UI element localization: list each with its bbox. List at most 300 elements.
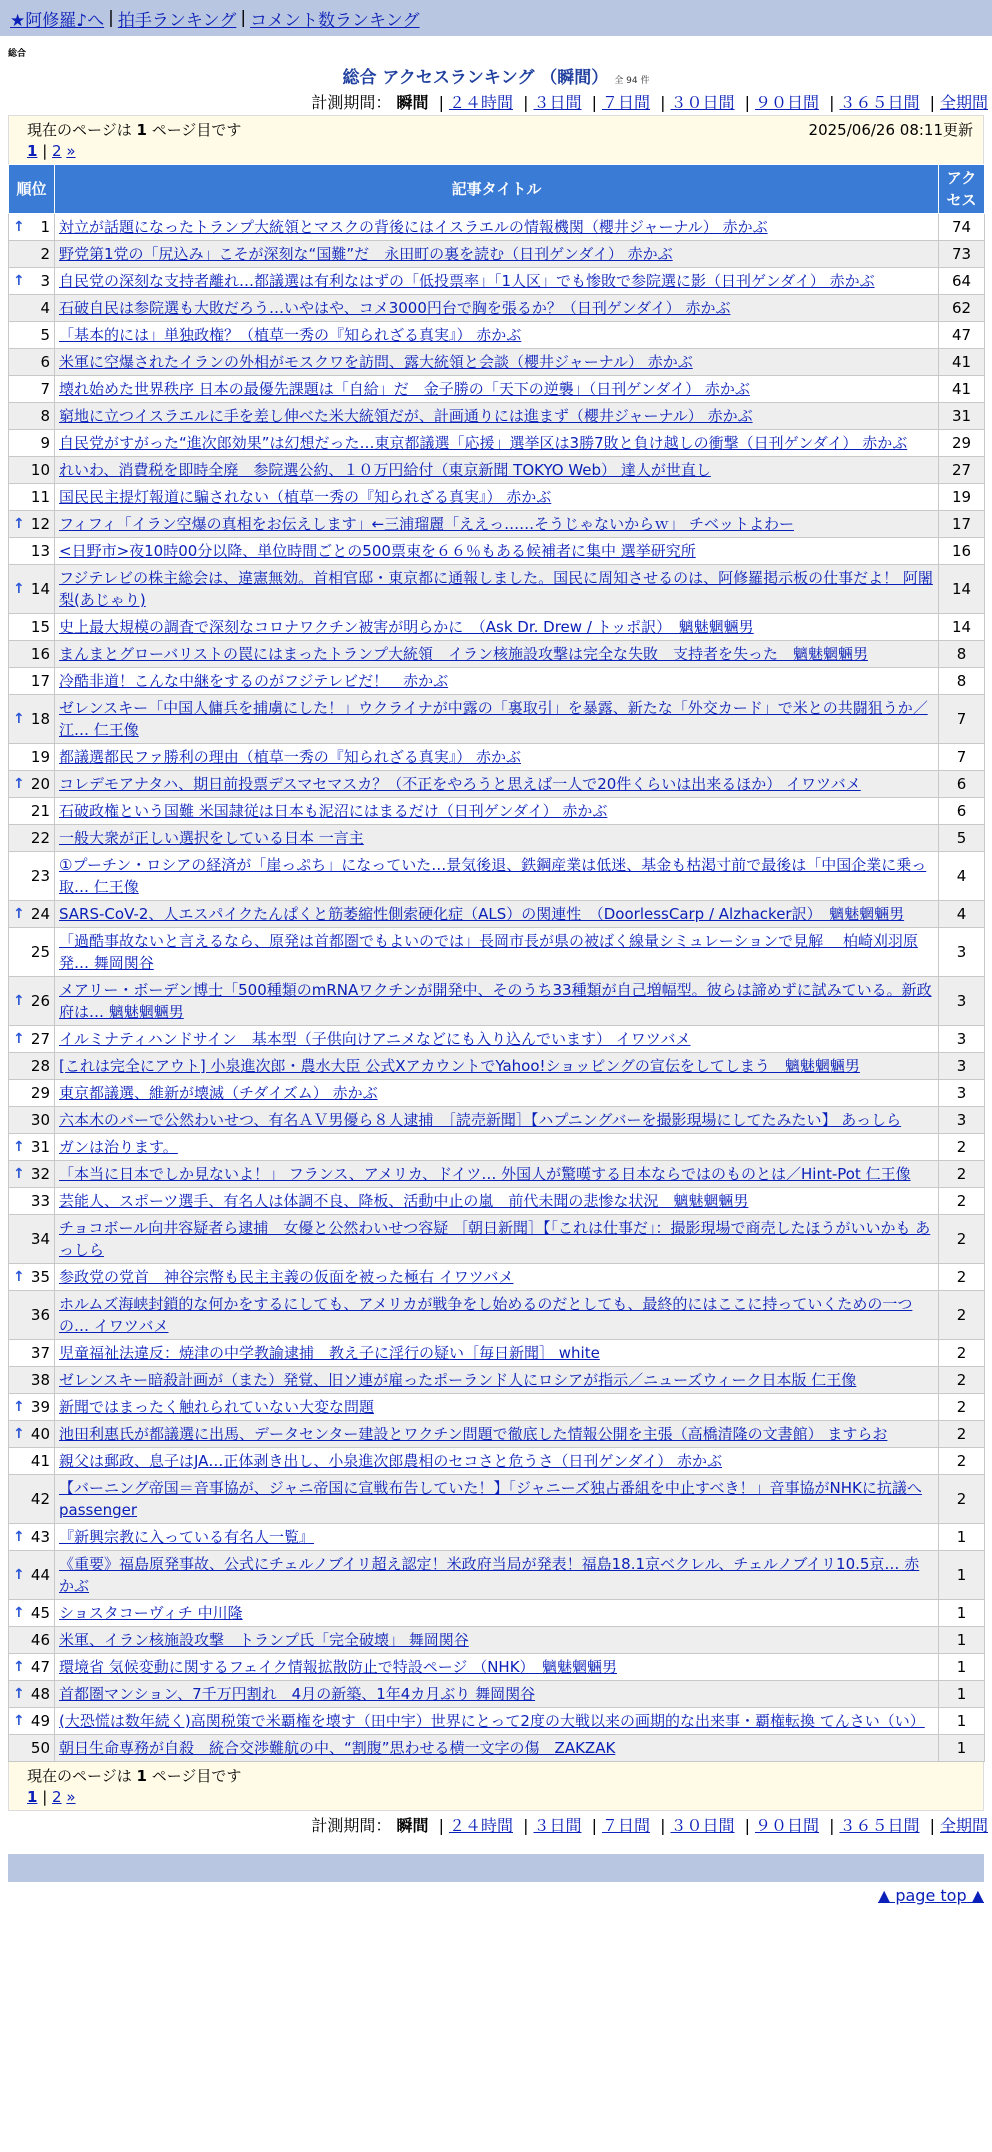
table-row bbox=[9, 268, 985, 295]
rank-number: 46 bbox=[30, 1631, 50, 1649]
title-cell bbox=[55, 641, 939, 668]
rank-number: 38 bbox=[30, 1371, 50, 1389]
title-cell bbox=[55, 1053, 939, 1080]
table-row bbox=[9, 1421, 985, 1448]
article-link[interactable]: チョコボール向井容疑者ら逮捕 女優と公然わいせつ容疑 ［朝日新聞］【「これは仕事だ」：撮影現場で商売したほうがいいかも あっしら bbox=[59, 1219, 931, 1259]
article-link[interactable]: <日野市>夜10時00分以降、単位時間ごとの500票束を６６％もある候補者に集中 選挙研究所 bbox=[59, 542, 696, 560]
article-link[interactable]: ゼレンスキー「中国人傭兵を捕虜にした！」ウクライナが中露の「裏取引」を暴露、新たな「外交カード」で米との共闘狙うか／江… 仁王像 bbox=[59, 699, 928, 739]
period-link-365d[interactable]: ３６５日間 bbox=[839, 93, 920, 112]
article-link[interactable]: ゼレンスキー暗殺計画が（また）発覚、旧ソ連が雇ったポーランド人にロシアが指示／ニューズウィーク日本版 仁王像 bbox=[59, 1371, 857, 1389]
table-row bbox=[9, 641, 985, 668]
comment-ranking-link[interactable]: コメント数ランキング bbox=[250, 10, 420, 31]
access-count: 74 bbox=[939, 214, 985, 241]
ranking-table bbox=[8, 164, 985, 1762]
rank-cell bbox=[9, 1215, 55, 1264]
applause-ranking-link[interactable]: 拍手ランキング bbox=[117, 10, 237, 31]
rank-number: 27 bbox=[30, 1030, 50, 1048]
rank-up-arrow-icon: ↑ bbox=[13, 1713, 25, 1729]
period-link-all[interactable]: 全期間 bbox=[939, 93, 988, 112]
rank-cell bbox=[9, 641, 55, 668]
article-link[interactable]: 史上最大規模の調査で深刻なコロナワクチン被害が明らかに （Ask Dr. Drew / トッポ訳） 魑魅魍魎男 bbox=[59, 618, 754, 636]
title-cell bbox=[55, 241, 939, 268]
page-info-bottom bbox=[8, 1762, 984, 1811]
rank-number: 40 bbox=[30, 1425, 50, 1443]
rank-up-arrow-icon: ↑ bbox=[13, 1605, 25, 1621]
article-link[interactable]: まんまとグローバリストの罠にはまったトランプ大統領 イラン核施設攻撃は完全な失敗 支持者を失った 魑魅魍魎男 bbox=[59, 645, 868, 663]
table-row bbox=[9, 376, 985, 403]
period-current: 瞬間 bbox=[396, 93, 429, 112]
access-count: 6 bbox=[939, 798, 985, 825]
title-cell bbox=[55, 1188, 939, 1215]
access-count: 3 bbox=[939, 1107, 985, 1134]
access-count: 1 bbox=[939, 1708, 985, 1735]
rank-number: 45 bbox=[30, 1604, 50, 1622]
table-row bbox=[9, 349, 985, 376]
access-count: 3 bbox=[939, 1026, 985, 1053]
col-header-title: 記事タイトル bbox=[55, 165, 939, 214]
article-link[interactable]: 池田利惠氏が都議選に出馬、データセンター建設とワクチン問題で徹底した情報公開を主張（高橋清隆の文書館） ますらお bbox=[59, 1425, 888, 1443]
access-count: 1 bbox=[939, 1600, 985, 1627]
table-row bbox=[9, 214, 985, 241]
table-row bbox=[9, 1448, 985, 1475]
current-page-text: 現在のページは 1 ページ目です bbox=[27, 1767, 242, 1785]
table-row bbox=[9, 852, 985, 901]
period-link-all[interactable]: 全期間 bbox=[939, 1816, 988, 1835]
rank-up-arrow-icon: ↑ bbox=[13, 1529, 25, 1545]
pager-bottom: 1 | 2 » bbox=[27, 1788, 76, 1806]
article-link[interactable]: 新聞ではまったく触れられていない大変な問題 bbox=[59, 1398, 375, 1416]
article-link[interactable]: SARS-CoV-2、人エスパイクたんぱくと筋萎縮性側索硬化症（ALS）の関連性 （DoorlessCarp / Alzhacker訳） 魑魅魍魎男 bbox=[59, 905, 905, 923]
rank-cell bbox=[9, 295, 55, 322]
rank-cell bbox=[9, 214, 55, 241]
title-cell bbox=[55, 1107, 939, 1134]
table-row bbox=[9, 538, 985, 565]
article-link[interactable]: ガンは治ります。 bbox=[59, 1138, 178, 1156]
rank-up-arrow-icon: ↑ bbox=[13, 581, 25, 597]
access-count: 6 bbox=[939, 771, 985, 798]
article-link[interactable]: 首都圏マンション、7千万円割れ 4月の新築、1年4カ月ぶり 舞岡関谷 bbox=[59, 1685, 536, 1703]
rank-number: 9 bbox=[40, 434, 50, 452]
access-count: 29 bbox=[939, 430, 985, 457]
table-row bbox=[9, 241, 985, 268]
rank-up-arrow-icon: ↑ bbox=[13, 1166, 25, 1182]
rank-cell bbox=[9, 1026, 55, 1053]
access-count: 2 bbox=[939, 1340, 985, 1367]
article-link[interactable]: 東京都議選、維新が壊滅（チダイズム） 赤かぶ bbox=[59, 1084, 378, 1102]
access-count: 1 bbox=[939, 1627, 985, 1654]
access-count: 7 bbox=[939, 695, 985, 744]
article-link[interactable]: 石破自民は参院選も大敗だろう…いやはや、コメ3000円台で胸を張るか？（日刊ゲンダイ） 赤かぶ bbox=[59, 299, 731, 317]
rank-cell bbox=[9, 1654, 55, 1681]
rank-cell bbox=[9, 1394, 55, 1421]
title-cell bbox=[55, 798, 939, 825]
access-count: 1 bbox=[939, 1735, 985, 1762]
period-selector-bottom: 計測期間： 瞬間 | ２４時間 | ３日間 | ７日間 | ３０日間 | ９０日間 | ３６５日間 | 全期間 bbox=[311, 1816, 988, 1835]
access-count: 8 bbox=[939, 641, 985, 668]
access-count: 16 bbox=[939, 538, 985, 565]
access-count: 2 bbox=[939, 1475, 985, 1524]
rank-cell bbox=[9, 798, 55, 825]
rank-number: 6 bbox=[40, 353, 50, 371]
table-row bbox=[9, 977, 985, 1026]
article-link[interactable]: 児童福祉法違反：焼津の中学教諭逮捕 教え子に淫行の疑い［毎日新聞］ white bbox=[59, 1344, 600, 1362]
period-link-90d[interactable]: ９０日間 bbox=[754, 93, 819, 112]
access-count: 4 bbox=[939, 852, 985, 901]
table-row bbox=[9, 1524, 985, 1551]
access-count: 17 bbox=[939, 511, 985, 538]
article-link[interactable]: 冷酷非道！こんな中継をするのがフジテレビだ！ 赤かぶ bbox=[59, 672, 449, 690]
rank-cell bbox=[9, 928, 55, 977]
access-count: 2 bbox=[939, 1215, 985, 1264]
access-count: 2 bbox=[939, 1134, 985, 1161]
rank-up-arrow-icon: ↑ bbox=[13, 1659, 25, 1675]
article-link[interactable]: 米軍に空爆されたイランの外相がモスクワを訪問、露大統領と会談（櫻井ジャーナル） 赤かぶ bbox=[59, 353, 693, 371]
rank-up-arrow-icon: ↑ bbox=[13, 1567, 25, 1583]
rank-number: 16 bbox=[30, 645, 50, 663]
article-link[interactable]: 対立が話題になったトランプ大統領とマスクの背後にはイスラエルの情報機関（櫻井ジャーナル） 赤かぶ bbox=[59, 218, 768, 236]
table-row bbox=[9, 1708, 985, 1735]
article-link[interactable]: 参政党の党首 神谷宗幣も民主主義の仮面を被った極右 イワツバメ bbox=[59, 1268, 514, 1286]
access-count: 14 bbox=[939, 614, 985, 641]
table-row bbox=[9, 668, 985, 695]
footer-bar bbox=[8, 1854, 984, 1882]
title-cell bbox=[55, 1600, 939, 1627]
title-cell bbox=[55, 852, 939, 901]
access-count: 3 bbox=[939, 1080, 985, 1107]
article-link[interactable]: 親父は郵政、息子はJA…正体剥き出し、小泉進次郎農相のセコさと危うさ（日刊ゲンダイ） 赤かぶ bbox=[59, 1452, 722, 1470]
table-row bbox=[9, 1264, 985, 1291]
table-row bbox=[9, 928, 985, 977]
access-count: 1 bbox=[939, 1681, 985, 1708]
pager-page-1[interactable]: 1 bbox=[27, 1788, 38, 1806]
title-cell bbox=[55, 1215, 939, 1264]
title-cell bbox=[55, 1161, 939, 1188]
title-cell bbox=[55, 1291, 939, 1340]
article-link[interactable]: 窮地に立つイスラエルに手を差し伸べた米大統領だが、計画通りには進まず（櫻井ジャーナル） 赤かぶ bbox=[59, 407, 753, 425]
pager-page-2[interactable]: 2 bbox=[52, 142, 62, 160]
rank-cell bbox=[9, 852, 55, 901]
rank-cell bbox=[9, 1551, 55, 1600]
rank-cell bbox=[9, 744, 55, 771]
ranking-heading bbox=[0, 63, 992, 88]
rank-number: 31 bbox=[30, 1138, 50, 1156]
table-row bbox=[9, 1735, 985, 1762]
period-link-30d[interactable]: ３０日間 bbox=[670, 93, 735, 112]
article-link[interactable]: フジテレビの株主総会は、違憲無効。首相官邸・東京都に通報しました。国民に周知させるのは、阿修羅掲示板の仕事だよ！ 阿闍梨(あじゃり) bbox=[59, 569, 933, 609]
rank-cell bbox=[9, 1264, 55, 1291]
article-link[interactable]: 《重要》福島原発事故、公式にチェルノブイリ超え認定！米政府当局が発表！福島18.1京ベクレル、チェルノブイリ10.5京… 赤かぶ bbox=[59, 1555, 920, 1595]
period-selector-top: 計測期間： 瞬間 | ２４時間 | ３日間 | ７日間 | ３０日間 | ９０日間 | ３６５日間 | 全期間 bbox=[311, 93, 988, 112]
article-link[interactable]: ホルムズ海峡封鎖的な何かをするにしても、アメリカが戦争をし始めるのだとしても、最終的にはここに持っていくための一つの… イワツバメ bbox=[59, 1295, 913, 1335]
title-cell bbox=[55, 349, 939, 376]
rank-number: 2 bbox=[40, 245, 50, 263]
period-link-3d[interactable]: ３日間 bbox=[533, 1816, 582, 1835]
table-row bbox=[9, 1367, 985, 1394]
title-cell bbox=[55, 695, 939, 744]
title-cell bbox=[55, 1026, 939, 1053]
rank-cell bbox=[9, 1627, 55, 1654]
rank-cell bbox=[9, 977, 55, 1026]
rank-number: 18 bbox=[30, 710, 50, 728]
nav-separator: | bbox=[240, 8, 247, 28]
access-count: 2 bbox=[939, 1448, 985, 1475]
article-link[interactable]: 国民民主提灯報道に騙されない（植草一秀の『知られざる真実』） 赤かぶ bbox=[59, 488, 552, 506]
title-cell bbox=[55, 977, 939, 1026]
title-cell bbox=[55, 538, 939, 565]
table-row bbox=[9, 322, 985, 349]
rank-cell bbox=[9, 1053, 55, 1080]
rank-cell bbox=[9, 403, 55, 430]
article-link[interactable]: 一般大衆が正しい選択をしている日本 一言主 bbox=[59, 829, 364, 847]
rank-cell bbox=[9, 565, 55, 614]
page-top-link[interactable]: ▲ page top ▲ bbox=[877, 1886, 984, 1905]
article-link[interactable]: 【バーニング帝国＝音事協が、ジャニ帝国に宣戦布告していた！】「ジャニーズ独占番組を中止すべき！」音事協がNHKに抗議へ passenger bbox=[59, 1479, 922, 1519]
title-cell bbox=[55, 614, 939, 641]
rank-number: 13 bbox=[30, 542, 50, 560]
rank-cell bbox=[9, 457, 55, 484]
rank-number: 21 bbox=[30, 802, 50, 820]
article-link[interactable]: 都議選都民ファ勝利の理由（植草一秀の『知られざる真実』） 赤かぶ bbox=[59, 748, 521, 766]
period-current: 瞬間 bbox=[396, 1816, 429, 1835]
access-count: 41 bbox=[939, 349, 985, 376]
rank-number: 47 bbox=[30, 1658, 50, 1676]
rank-number: 42 bbox=[30, 1490, 50, 1508]
pager-next-arrow[interactable]: » bbox=[66, 1788, 76, 1806]
article-link[interactable]: 「本当に日本でしか見ないよ！」 フランス、アメリカ、ドイツ… 外国人が驚嘆する日本ならではのものとは／Hint-Pot 仁王像 bbox=[59, 1165, 911, 1183]
table-row bbox=[9, 798, 985, 825]
rank-cell bbox=[9, 1107, 55, 1134]
table-row bbox=[9, 1188, 985, 1215]
rank-up-arrow-icon: ↑ bbox=[13, 1686, 25, 1702]
rank-number: 15 bbox=[30, 618, 50, 636]
access-count: 3 bbox=[939, 928, 985, 977]
rank-cell bbox=[9, 771, 55, 798]
pager-page-2[interactable]: 2 bbox=[52, 1788, 62, 1806]
article-link[interactable]: 『新興宗教に入っている有名人一覧』 bbox=[59, 1528, 315, 1546]
article-link[interactable]: コレデモアナタハ、期日前投票デスマセマスカ？（不正をやろうと思えば一人で20件くらいは出来るほか） イワツバメ bbox=[59, 775, 861, 793]
table-row bbox=[9, 1681, 985, 1708]
article-link[interactable]: 環境省 気候変動に関するフェイク情報拡散防止で特設ページ （NHK） 魑魅魍魎男 bbox=[59, 1658, 618, 1676]
access-count: 7 bbox=[939, 744, 985, 771]
rank-cell bbox=[9, 1421, 55, 1448]
access-count: 47 bbox=[939, 322, 985, 349]
rank-number: 23 bbox=[30, 867, 50, 885]
article-link[interactable]: 壊れ始めた世界秩序 日本の最優先課題は「自給」だ 金子勝の「天下の逆襲」（日刊ゲンダイ） 赤かぶ bbox=[59, 380, 750, 398]
article-link[interactable]: 自民党の深刻な支持者離れ…都議選は有利なはずの「低投票率」「1人区」でも惨敗で参院選に影（日刊ゲンダイ） 赤かぶ bbox=[59, 272, 875, 290]
rank-number: 24 bbox=[30, 905, 50, 923]
access-count: 3 bbox=[939, 1053, 985, 1080]
rank-up-arrow-icon: ↑ bbox=[13, 906, 25, 922]
page-top-row bbox=[0, 1882, 992, 1905]
rank-number: 10 bbox=[30, 461, 50, 479]
article-link[interactable]: (大恐慌は数年続く)高関税策で米覇権を壊す（田中宇）世界にとって2度の大戦以来の画期的な出来事・覇権転換 てんさい（い） bbox=[59, 1712, 925, 1730]
article-link[interactable]: 朝日生命専務が自殺 統合交渉難航の中、“割腹”思わせる横一文字の傷 ZAKZAK bbox=[59, 1739, 616, 1757]
home-link[interactable]: ★阿修羅♪へ bbox=[10, 10, 105, 31]
rank-number: 26 bbox=[30, 992, 50, 1010]
title-cell bbox=[55, 1340, 939, 1367]
rank-number: 1 bbox=[40, 218, 50, 236]
title-cell bbox=[55, 1654, 939, 1681]
title-cell bbox=[55, 322, 939, 349]
table-row bbox=[9, 1627, 985, 1654]
rank-cell bbox=[9, 241, 55, 268]
title-cell bbox=[55, 1421, 939, 1448]
article-link[interactable]: フィフィ「イラン空爆の真相をお伝えします」←三浦瑠麗「ええっ……そうじゃないからｗ」 チベットよわー bbox=[59, 515, 794, 533]
table-row bbox=[9, 1215, 985, 1264]
title-cell bbox=[55, 484, 939, 511]
rank-number: 48 bbox=[30, 1685, 50, 1703]
rank-cell bbox=[9, 376, 55, 403]
top-nav-bar bbox=[0, 0, 992, 36]
rank-cell bbox=[9, 322, 55, 349]
rank-up-arrow-icon: ↑ bbox=[13, 219, 25, 235]
rank-cell bbox=[9, 825, 55, 852]
table-row bbox=[9, 295, 985, 322]
rank-number: 32 bbox=[30, 1165, 50, 1183]
table-row bbox=[9, 1107, 985, 1134]
rank-cell bbox=[9, 268, 55, 295]
current-page-text: 現在のページは 1 ページ目です bbox=[27, 121, 242, 139]
article-link[interactable]: 芸能人、スポーツ選手、有名人は体調不良、降板、活動中止の嵐 前代未聞の悲惨な状況 魑魅魍魎男 bbox=[59, 1192, 749, 1210]
table-row bbox=[9, 825, 985, 852]
access-count: 62 bbox=[939, 295, 985, 322]
rank-number: 43 bbox=[30, 1528, 50, 1546]
table-row bbox=[9, 1654, 985, 1681]
period-link-365d[interactable]: ３６５日間 bbox=[839, 1816, 920, 1835]
section-label: 総合 bbox=[8, 49, 27, 59]
period-link-7d[interactable]: ７日間 bbox=[601, 93, 650, 112]
rank-cell bbox=[9, 1367, 55, 1394]
access-count: 2 bbox=[939, 1161, 985, 1188]
title-cell bbox=[55, 1524, 939, 1551]
title-cell bbox=[55, 430, 939, 457]
rank-number: 41 bbox=[30, 1452, 50, 1470]
rank-up-arrow-icon: ↑ bbox=[13, 1426, 25, 1442]
article-link[interactable]: 自民党がすがった“進次郎効果”は幻想だった…東京都議選「応援」選挙区は3勝7敗と負け越しの衝撃（日刊ゲンダイ） 赤かぶ bbox=[59, 434, 908, 452]
access-count: 14 bbox=[939, 565, 985, 614]
article-link[interactable]: 「過酷事故ないと言えるなら、原発は首都圏でもよいのでは」長岡市長が県の被ばく線量シミュレーションで見解 柏崎刈羽原発… 舞岡関谷 bbox=[59, 932, 918, 972]
table-row bbox=[9, 511, 985, 538]
article-link[interactable]: 六本木のバーで公然わいせつ、有名ＡＶ男優ら８人逮捕 ［読売新聞］【ハプニングバーを撮影現場にしてたみたい】 あっしら bbox=[59, 1111, 902, 1129]
period-label: 計測期間： bbox=[311, 93, 392, 112]
rank-cell bbox=[9, 1448, 55, 1475]
period-label: 計測期間： bbox=[311, 1816, 392, 1835]
rank-cell bbox=[9, 614, 55, 641]
rank-up-arrow-icon: ↑ bbox=[13, 711, 25, 727]
rank-number: 34 bbox=[30, 1230, 50, 1248]
title-cell bbox=[55, 457, 939, 484]
period-link-7d[interactable]: ７日間 bbox=[601, 1816, 650, 1835]
article-link[interactable]: [これは完全にアウト] 小泉進次郎・農水大臣 公式XアカウントでYahoo!ショッピングの宣伝をしてしまう 魑魅魍魎男 bbox=[59, 1057, 860, 1075]
access-count: 8 bbox=[939, 668, 985, 695]
rank-up-arrow-icon: ↑ bbox=[13, 776, 25, 792]
period-link-24h[interactable]: ２４時間 bbox=[448, 93, 513, 112]
rank-number: 11 bbox=[30, 488, 50, 506]
access-count: 4 bbox=[939, 901, 985, 928]
table-row bbox=[9, 457, 985, 484]
rank-cell bbox=[9, 1161, 55, 1188]
rank-cell bbox=[9, 1080, 55, 1107]
period-link-3d[interactable]: ３日間 bbox=[533, 93, 582, 112]
title-cell bbox=[55, 1448, 939, 1475]
title-cell bbox=[55, 1551, 939, 1600]
rank-number: 17 bbox=[30, 672, 50, 690]
title-cell bbox=[55, 1708, 939, 1735]
rank-number: 39 bbox=[30, 1398, 50, 1416]
pager-next-arrow[interactable]: » bbox=[66, 142, 76, 160]
rank-up-arrow-icon: ↑ bbox=[13, 273, 25, 289]
access-count: 19 bbox=[939, 484, 985, 511]
article-link[interactable]: ショスタコーヴィチ 中川隆 bbox=[59, 1604, 243, 1622]
rank-number: 29 bbox=[30, 1084, 50, 1102]
table-row bbox=[9, 1551, 985, 1600]
total-count: 全 94 件 bbox=[614, 76, 650, 86]
article-link[interactable]: 「基本的には」単独政権？（植草一秀の『知られざる真実』） 赤かぶ bbox=[59, 326, 522, 344]
access-count: 2 bbox=[939, 1188, 985, 1215]
rank-number: 28 bbox=[30, 1057, 50, 1075]
article-link[interactable]: メアリー・ボーデン博士「500種類のmRNAワクチンが開発中、そのうち33種類が自己増幅型。彼らは諦めずに試みている。新政府は… 魑魅魍魎男 bbox=[59, 981, 932, 1021]
col-header-rank: 順位 bbox=[9, 165, 55, 214]
rank-number: 49 bbox=[30, 1712, 50, 1730]
rank-number: 50 bbox=[30, 1739, 50, 1757]
rank-up-arrow-icon: ↑ bbox=[13, 1269, 25, 1285]
rank-cell bbox=[9, 668, 55, 695]
table-row bbox=[9, 771, 985, 798]
period-link-24h[interactable]: ２４時間 bbox=[448, 1816, 513, 1835]
table-row bbox=[9, 1340, 985, 1367]
col-header-access: アクセス bbox=[939, 165, 985, 214]
pager-page-1[interactable]: 1 bbox=[27, 142, 38, 160]
rank-cell bbox=[9, 430, 55, 457]
table-row bbox=[9, 1475, 985, 1524]
access-count: 1 bbox=[939, 1654, 985, 1681]
access-count: 1 bbox=[939, 1524, 985, 1551]
title-cell bbox=[55, 565, 939, 614]
title-cell bbox=[55, 376, 939, 403]
access-count: 2 bbox=[939, 1291, 985, 1340]
title-cell bbox=[55, 1264, 939, 1291]
access-count: 1 bbox=[939, 1551, 985, 1600]
title-cell bbox=[55, 1475, 939, 1524]
title-cell bbox=[55, 268, 939, 295]
title-cell bbox=[55, 668, 939, 695]
table-row bbox=[9, 1080, 985, 1107]
rank-cell bbox=[9, 349, 55, 376]
nav-separator: | bbox=[108, 8, 114, 28]
rank-cell bbox=[9, 901, 55, 928]
page-info-top bbox=[8, 115, 984, 164]
period-link-30d[interactable]: ３０日間 bbox=[670, 1816, 735, 1835]
table-row bbox=[9, 1134, 985, 1161]
rank-up-arrow-icon: ↑ bbox=[13, 1399, 25, 1415]
article-link[interactable]: 米軍、イラン核施設攻撃 トランプ氏「完全破壊」 舞岡関谷 bbox=[59, 1631, 469, 1649]
title-cell bbox=[55, 1681, 939, 1708]
article-link[interactable]: 野党第1党の「尻込み」こそが深刻な“国難”だ 永田町の裏を読む（日刊ゲンダイ） 赤かぶ bbox=[59, 245, 673, 263]
title-cell bbox=[55, 1394, 939, 1421]
article-link[interactable]: れいわ、消費税を即時全廃 参院選公約、１０万円給付（東京新聞 TOKYO Web） 達人が世直し bbox=[59, 461, 711, 479]
access-count: 2 bbox=[939, 1421, 985, 1448]
period-link-90d[interactable]: ９０日間 bbox=[754, 1816, 819, 1835]
title-cell bbox=[55, 771, 939, 798]
access-count: 5 bbox=[939, 825, 985, 852]
rank-cell bbox=[9, 1681, 55, 1708]
article-link[interactable]: ①プーチン・ロシアの経済が「崖っぷち」になっていた…景気後退、鉄鋼産業は低迷、基金も枯渇寸前で最後は「中国企業に乗っ取… 仁王像 bbox=[59, 856, 927, 896]
article-link[interactable]: イルミナティハンドサイン 基本型（子供向けアニメなどにも入り込んでいます） イワツバメ bbox=[59, 1030, 691, 1048]
updated-timestamp: 2025/06/26 08:11更新 bbox=[808, 121, 973, 139]
rank-up-arrow-icon: ↑ bbox=[13, 1031, 25, 1047]
rank-number: 22 bbox=[30, 829, 50, 847]
article-link[interactable]: 石破政権という国難 米国隷従は日本も泥沼にはまるだけ（日刊ゲンダイ） 赤かぶ bbox=[59, 802, 608, 820]
